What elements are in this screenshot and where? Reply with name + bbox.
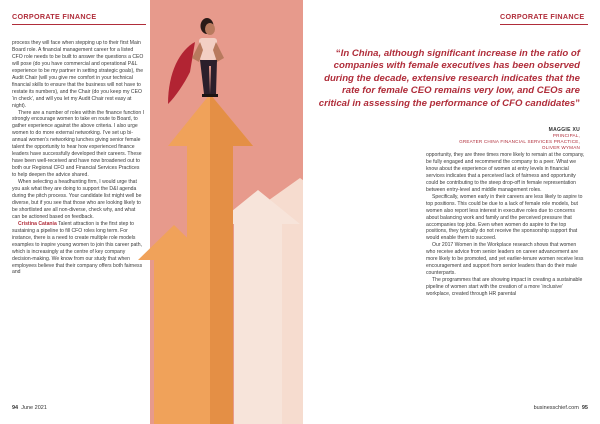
trousers <box>200 60 217 94</box>
right-paragraph-4: The programmes that are showing impact in creating a sustainable pipeline of women start with the creation of a more ‘inclusive’ workplace, created through HR parental <box>426 277 583 298</box>
quote-attribution-title <box>430 133 580 151</box>
right-paragraph-2: Specifically, women early in their careers are less likely to aspire to top positions. This could be due to a lack of female role models, but women also report less interest in executive roles due to concerns about balancing work and family and the perceived pressure that accompanies top jobs. Even when women do aspire to the top positions, they typically do not receive the sponsorship support that would enable them to succeed. <box>426 193 583 242</box>
left-paragraph-1: process they will face when stepping up to their first Main Board role. A financial management career for a listed CFO role needs to be built to answer the questions a CEO will pose (do you have commercial and operational P&L experience to be my partner in setting strategic goals), the Audit Chair (will you give me comfort in your technical financial skills to ensure that the business will not have to restate its numbers), and the Chair (do you keep my CEO ‘in check’, and will you let my Audit Chair rest easy at night). <box>12 40 144 109</box>
quote-attribution-name: MAGGIE XU <box>548 127 580 133</box>
quote-close-mark: ” <box>575 97 580 109</box>
footer-site: businesschief.com <box>533 405 579 411</box>
face <box>205 23 215 35</box>
right-column <box>426 152 586 298</box>
right-page-number: 95 <box>581 405 588 411</box>
right-section-label: CORPORATE FINANCE <box>500 12 585 21</box>
left-section-label: CORPORATE FINANCE <box>12 12 97 21</box>
attribution-title-line-3: OLIVER WYMAN <box>541 145 580 150</box>
pull-quote <box>318 48 580 110</box>
left-column <box>12 40 144 276</box>
cape <box>168 42 195 104</box>
quote-open-mark: “ <box>335 48 341 59</box>
attribution-title-line-2: GREATER CHINA FINANCIAL SERVICES PRACTICE, <box>459 139 580 144</box>
left-paragraph-4 <box>12 221 144 277</box>
right-paragraph-3: Our 2017 Women in the Workplace research shows that women who receive advice from senior leaders on career advancement are more likely to be promoted, and yet earlier-tenure women receive less encouragement and support from senior leaders than do their male counterparts. <box>426 242 584 277</box>
right-section-rule <box>500 24 588 25</box>
left-paragraph-2: There are a number of roles within the finance function I strongly encourage women to take en route to Board, to gather experience against the above criteria. I also urge women to do more external networking. I’ve set up bi-annual women’s networking lunches giving senior female talent the opportunity to hear how experienced finance leaders have successfully developed their careers. These have been well-received and have now broadened out to both our Regional CFO and Financial Services Practices to help deepen the advice shared. <box>12 109 144 179</box>
right-footer <box>534 405 588 411</box>
right-paragraph-1: opportunity, they are three times more likely to remain at the company, be fully engaged and recommend the company to a peer. What we know about the experience of women at entry levels in financial services indicates that a perceived lack of fairness and opportunity could be contributing to the steep drop-off in female representation between entry-level and middle management roles. <box>426 152 585 193</box>
pull-quote-text: In China, although significant increase in the ratio of companies with female executives has been observed during the decade, extensive research indicates that the rate for female CEO remains very low, and CEOs are critical in assessing the performance of CFO candidates <box>318 48 580 109</box>
left-paragraph-4-text: Talent attraction is the first step to sustaining a pipeline to fill CFO roles long term. For instance, there is a need to create multiple role models examples to inspire young women to join this career path, which is increasingly at the centre of key company decision-making. We know from our study that when employees believe that their company offers both fairness and <box>12 220 143 276</box>
left-footer <box>12 405 47 411</box>
speaker-name: Cristina Catania <box>18 220 57 227</box>
attribution-title-line-1: PRINCIPAL, <box>552 133 580 138</box>
shoe-left <box>202 94 210 97</box>
left-page-number: 94 <box>12 405 19 411</box>
footer-date: June 2021 <box>21 405 47 411</box>
left-paragraph-3: When selecting a headhunting firm, I would urge that you ask what they are doing to support the D&I agenda during the pitch process. Your candidate list might well be diverse, but if you see that those who are looking likely to be shortlisted are all non-diverse, check why, and what can be actioned based on feedback. <box>12 179 142 220</box>
left-section-rule <box>12 24 146 25</box>
woman-figure <box>192 18 224 97</box>
shoe-right <box>210 94 218 97</box>
